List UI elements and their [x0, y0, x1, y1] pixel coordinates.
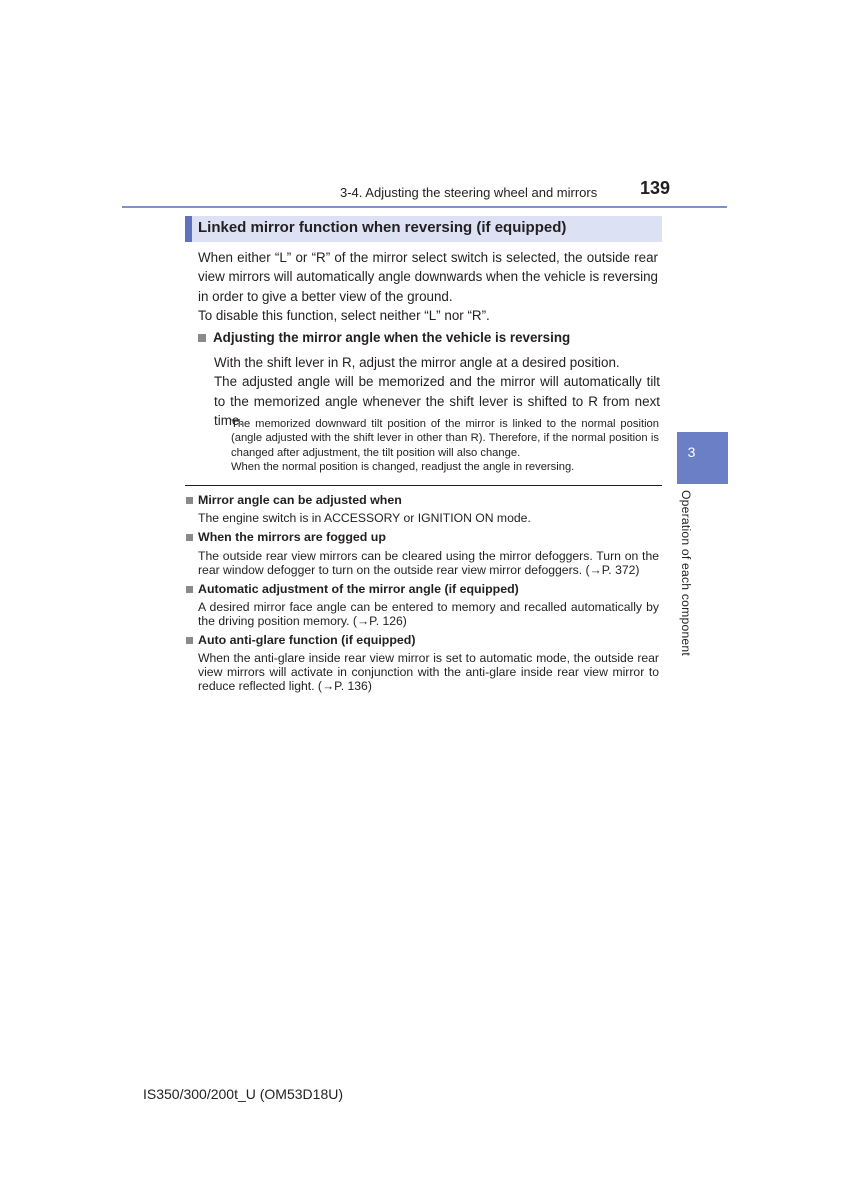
square-bullet-icon: [186, 534, 193, 541]
subsection-note: [231, 417, 659, 474]
note-body: When the anti-glare inside rear view mirror is set to automatic mode, the outside rear view mirrors will activate in conjunction with the anti-glare inside rear view mirror to reduce reflected light. (→P. 136): [198, 651, 659, 694]
subsection-line-2: The adjusted angle will be memorized and the mirror will automatically tilt to the memorized angle whenever the shift lever is shifted to R from next time.: [214, 374, 660, 429]
section-heading-bar: [185, 216, 192, 242]
note-body: The engine switch is in ACCESSORY or IGNITION ON mode.: [198, 511, 531, 525]
page-number: 139: [640, 178, 671, 198]
note-title: Auto anti-glare function (if equipped): [198, 633, 416, 647]
note-heading: [186, 530, 386, 544]
note-title: Automatic adjustment of the mirror angle (if equipped): [198, 582, 519, 596]
chapter-tab-number: 3: [687, 444, 696, 460]
note-heading: [186, 582, 519, 596]
header-rule: [122, 206, 727, 208]
note-body: The outside rear view mirrors can be cleared using the mirror defoggers. Turn on the rear window defogger to turn on the outside rear view mirror defoggers. (→P. 372): [198, 549, 659, 578]
square-bullet-icon: [186, 586, 193, 593]
square-bullet-icon: [186, 497, 193, 504]
subsection-note-2: When the normal position is changed, readjust the angle in reversing.: [231, 460, 575, 473]
square-bullet-icon: [198, 334, 206, 342]
subsection-title: Adjusting the mirror angle when the vehicle is reversing: [213, 330, 571, 345]
section-title: Linked mirror function when reversing (if equipped): [198, 219, 567, 236]
note-heading: [186, 493, 402, 507]
note-title: Mirror angle can be adjusted when: [198, 493, 402, 507]
subsection-heading: [198, 330, 570, 345]
notes-divider: [185, 485, 662, 486]
subsection-line-1: With the shift lever in R, adjust the mirror angle at a desired position.: [214, 355, 620, 370]
note-heading: [186, 633, 416, 647]
footer-model-code: IS350/300/200t_U (OM53D18U): [143, 1086, 343, 1102]
chapter-side-label-text: Operation of each component: [679, 490, 693, 656]
running-header: 3-4. Adjusting the steering wheel and mirrors: [340, 185, 598, 200]
square-bullet-icon: [186, 637, 193, 644]
section-intro: When either “L” or “R” of the mirror select switch is selected, the outside rear view mirrors will automatically angle downwards when the vehicle is reversing in order to give a better view of the ground.: [198, 250, 658, 304]
subsection-note-1: The memorized downward tilt position of the mirror is linked to the normal position (angle adjusted with the shift lever in other than R). Therefore, if the normal position is changed after adjustment, the tilt position will also change.: [231, 418, 659, 459]
section-disable-text: To disable this function, select neither “L” nor “R”.: [198, 308, 490, 323]
note-title: When the mirrors are fogged up: [198, 530, 386, 544]
note-body: A desired mirror face angle can be entered to memory and recalled automatically by the driving position memory. (→P. 126): [198, 600, 659, 629]
chapter-side-label: [679, 490, 699, 665]
